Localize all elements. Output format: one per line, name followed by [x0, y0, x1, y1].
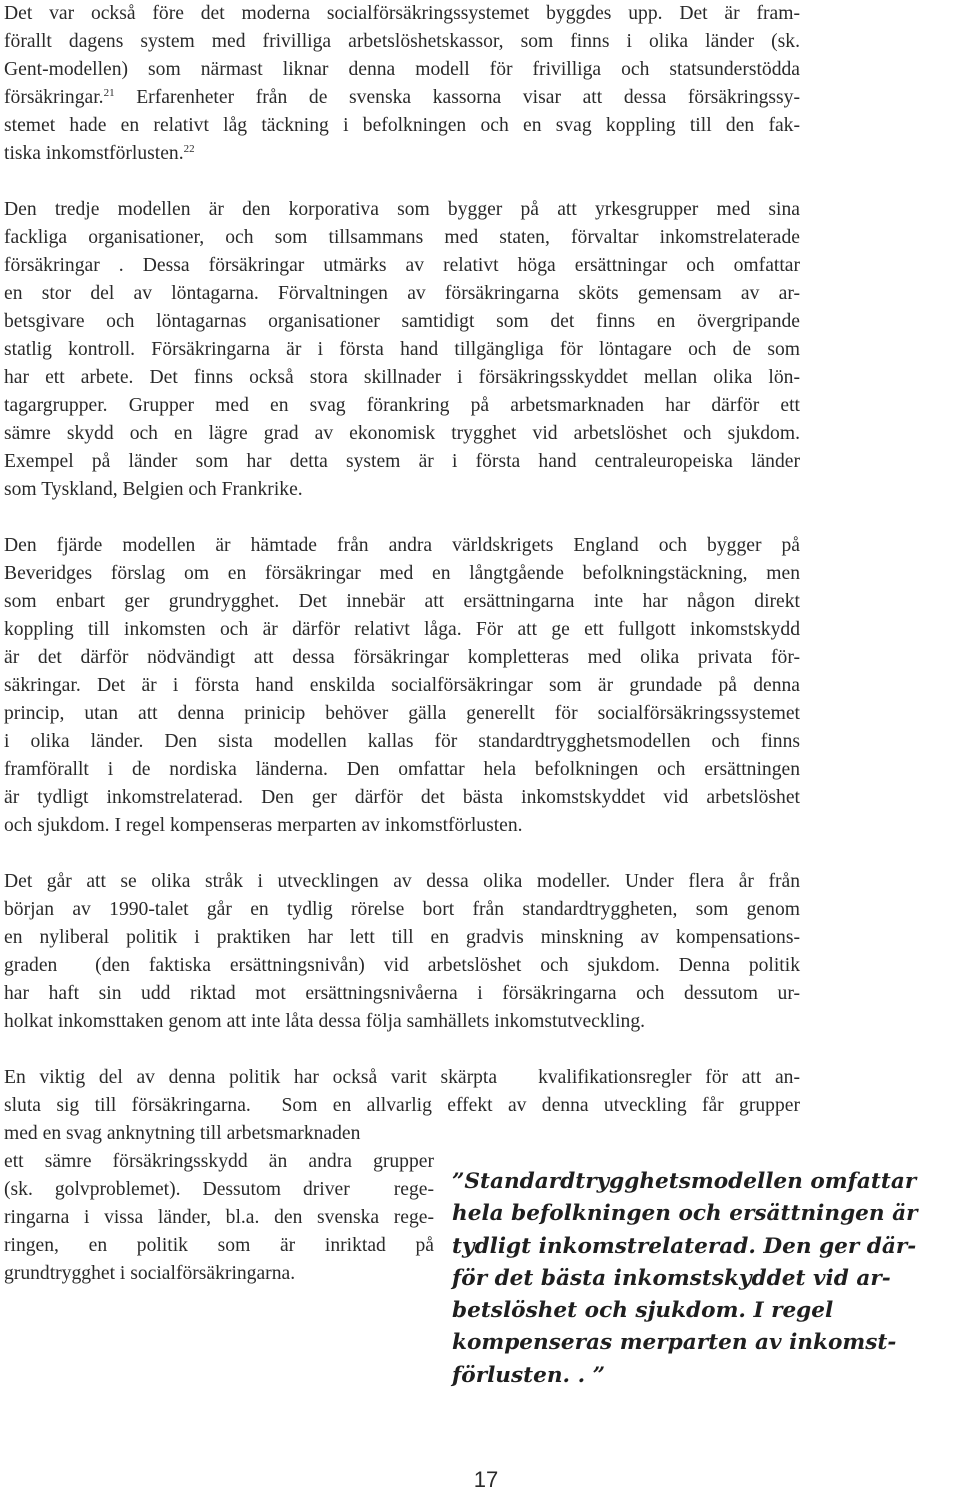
text-line: början av 1990-talet går en tydlig rörelse bort från standardtryggheten, som genom — [4, 899, 800, 920]
text-line: i olika länder. Den sista modellen kallas för standardtrygghetsmodellen och finns — [4, 731, 800, 752]
pull-quote-line: betslöshet och sjukdom. I regel — [452, 1298, 834, 1323]
text-segment: tiska inkomstförlusten. — [4, 143, 184, 164]
pull-quote-line: hela befolkningen och ersättningen är — [452, 1201, 918, 1226]
text-line: Gent-modellen) som närmast liknar denna modell för frivilliga och statsunderstödda — [4, 59, 800, 80]
text-line: en stor del av löntagarna. Förvaltningen av försäkringarna sköts gemensam av ar- — [4, 283, 800, 304]
pull-quote-line: ”Standardtrygghetsmodellen omfattar — [452, 1169, 917, 1194]
text-line: graden (den faktiska ersättningsnivån) vid arbetslöshet och sjukdom. Denna politik — [4, 955, 800, 976]
text-line: förallt dagens system med frivilliga arbetslöshetskassor, som finns i olika länder (sk. — [4, 31, 800, 52]
text-line: Exempel på länder som har detta system är i första hand centraleuropeiska länder — [4, 451, 800, 472]
text-line: tagargrupper. Grupper med en svag förankring på arbetsmarknaden har därför ett — [4, 395, 800, 416]
pull-quote-line: tydligt inkomstrelaterad. Den ger där- — [452, 1234, 917, 1259]
text-line: som Tyskland, Belgien och Frankrike. — [4, 479, 303, 500]
text-line: försäkringar . Dessa försäkringar utmärks av relativt höga ersättningar och omfattar — [4, 255, 800, 276]
pull-quote-line: för det bästa inkomstskyddet vid ar- — [452, 1266, 891, 1291]
text-line: (sk. golvproblemet). Dessutom driver rege- — [4, 1179, 434, 1200]
text-line: och sjukdom. I regel kompenseras merparten av inkomstförlusten. — [4, 815, 523, 836]
footnote-ref-22: 22 — [183, 143, 195, 155]
text-line: Den tredje modellen är den korporativa som bygger på att yrkesgrupper med sina — [4, 199, 800, 220]
text-line: sämre skydd och en lägre grad av ekonomisk trygghet vid arbetslöshet och sjukdom. — [4, 423, 800, 444]
pull-quote-line: förlusten. . ” — [452, 1363, 606, 1388]
text-line: har ett arbete. Det finns också stora skillnader i försäkringsskyddet mellan olika lön- — [4, 367, 800, 388]
text-line — [4, 140, 195, 168]
text-line: Det var också före det moderna socialförsäkringssystemet byggdes upp. Det är fram- — [4, 3, 800, 24]
text-line: säkringar. Det är i första hand enskilda socialförsäkringar som är grundade på denna — [4, 675, 800, 696]
text-line: Det går att se olika stråk i utvecklingen av dessa olika modeller. Under flera år från — [4, 871, 800, 892]
text-line: är det därför nödvändigt att dessa försäkringar kompletteras med olika privata för- — [4, 647, 800, 668]
text-segment: Erfarenheter från de svenska kassorna visar att dessa försäkringssy- — [114, 87, 800, 108]
text-line: ett sämre försäkringsskydd än andra grupper — [4, 1151, 434, 1172]
text-line: grundtrygghet i socialförsäkringarna. — [4, 1263, 296, 1284]
text-line: som enbart ger grundrygghet. Det innebär att ersättningarna inte har någon direkt — [4, 591, 800, 612]
text-line: med en svag anknytning till arbetsmarknaden — [4, 1123, 361, 1144]
text-line: holkat inkomsttaken genom att inte låta dessa följa samhällets inkomstutveckling. — [4, 1011, 646, 1032]
text-line: en nyliberal politik i praktiken har lett till en gradvis minskning av kompensations- — [4, 927, 800, 948]
text-segment: försäkringar. — [4, 87, 104, 108]
text-line: princip, utan att denna prinicip behöver gälla generellt för socialförsäkringssystemet — [4, 703, 800, 724]
text-line: Beveridges förslag om en försäkringar med en långtgående befolkningstäckning, men — [4, 563, 800, 584]
pull-quote-line: kompenseras merparten av inkomst- — [452, 1330, 897, 1355]
page-number: 17 — [473, 1467, 499, 1492]
footnote-ref-21: 21 — [103, 87, 115, 99]
text-line: fackliga organisationer, och som tillsammans med staten, förvaltar inkomstrelaterade — [4, 227, 800, 248]
text-line: stemet hade en relativt låg täckning i befolkningen och en svag koppling till den fak- — [4, 115, 800, 136]
text-line: statlig kontroll. Försäkringarna är i första hand tillgängliga för löntagare och de som — [4, 339, 800, 360]
text-line: En viktig del av denna politik har också varit skärpta kvalifikationsregler för att an- — [4, 1067, 800, 1088]
text-line: Den fjärde modellen är hämtade från andra världskrigets England och bygger på — [4, 535, 800, 556]
text-line: ringarna i vissa länder, bl.a. den svenska rege- — [4, 1207, 434, 1228]
text-line: framförallt i de nordiska länderna. Den omfattar hela befolkningen och ersättningen — [4, 759, 800, 780]
text-line: koppling till inkomsten och är därför relativt låga. För att ge ett fullgott inkomstskydd — [4, 619, 800, 640]
text-line: sluta sig till försäkringarna. Som en allvarlig effekt av denna utveckling får grupper — [4, 1095, 800, 1116]
text-line — [4, 84, 800, 112]
text-line: betsgivare och löntagarnas organisationer samtidigt som det finns en övergripande — [4, 311, 800, 332]
text-line: har haft sin udd riktad mot ersättningsnivåerna i försäkringarna och dessutom ur- — [4, 983, 800, 1004]
text-line: är tydligt inkomstrelaterad. Den ger därför det bästa inkomstskyddet vid arbetslöshet — [4, 787, 800, 808]
text-line: ringen, en politik som är inriktad på — [4, 1235, 434, 1256]
